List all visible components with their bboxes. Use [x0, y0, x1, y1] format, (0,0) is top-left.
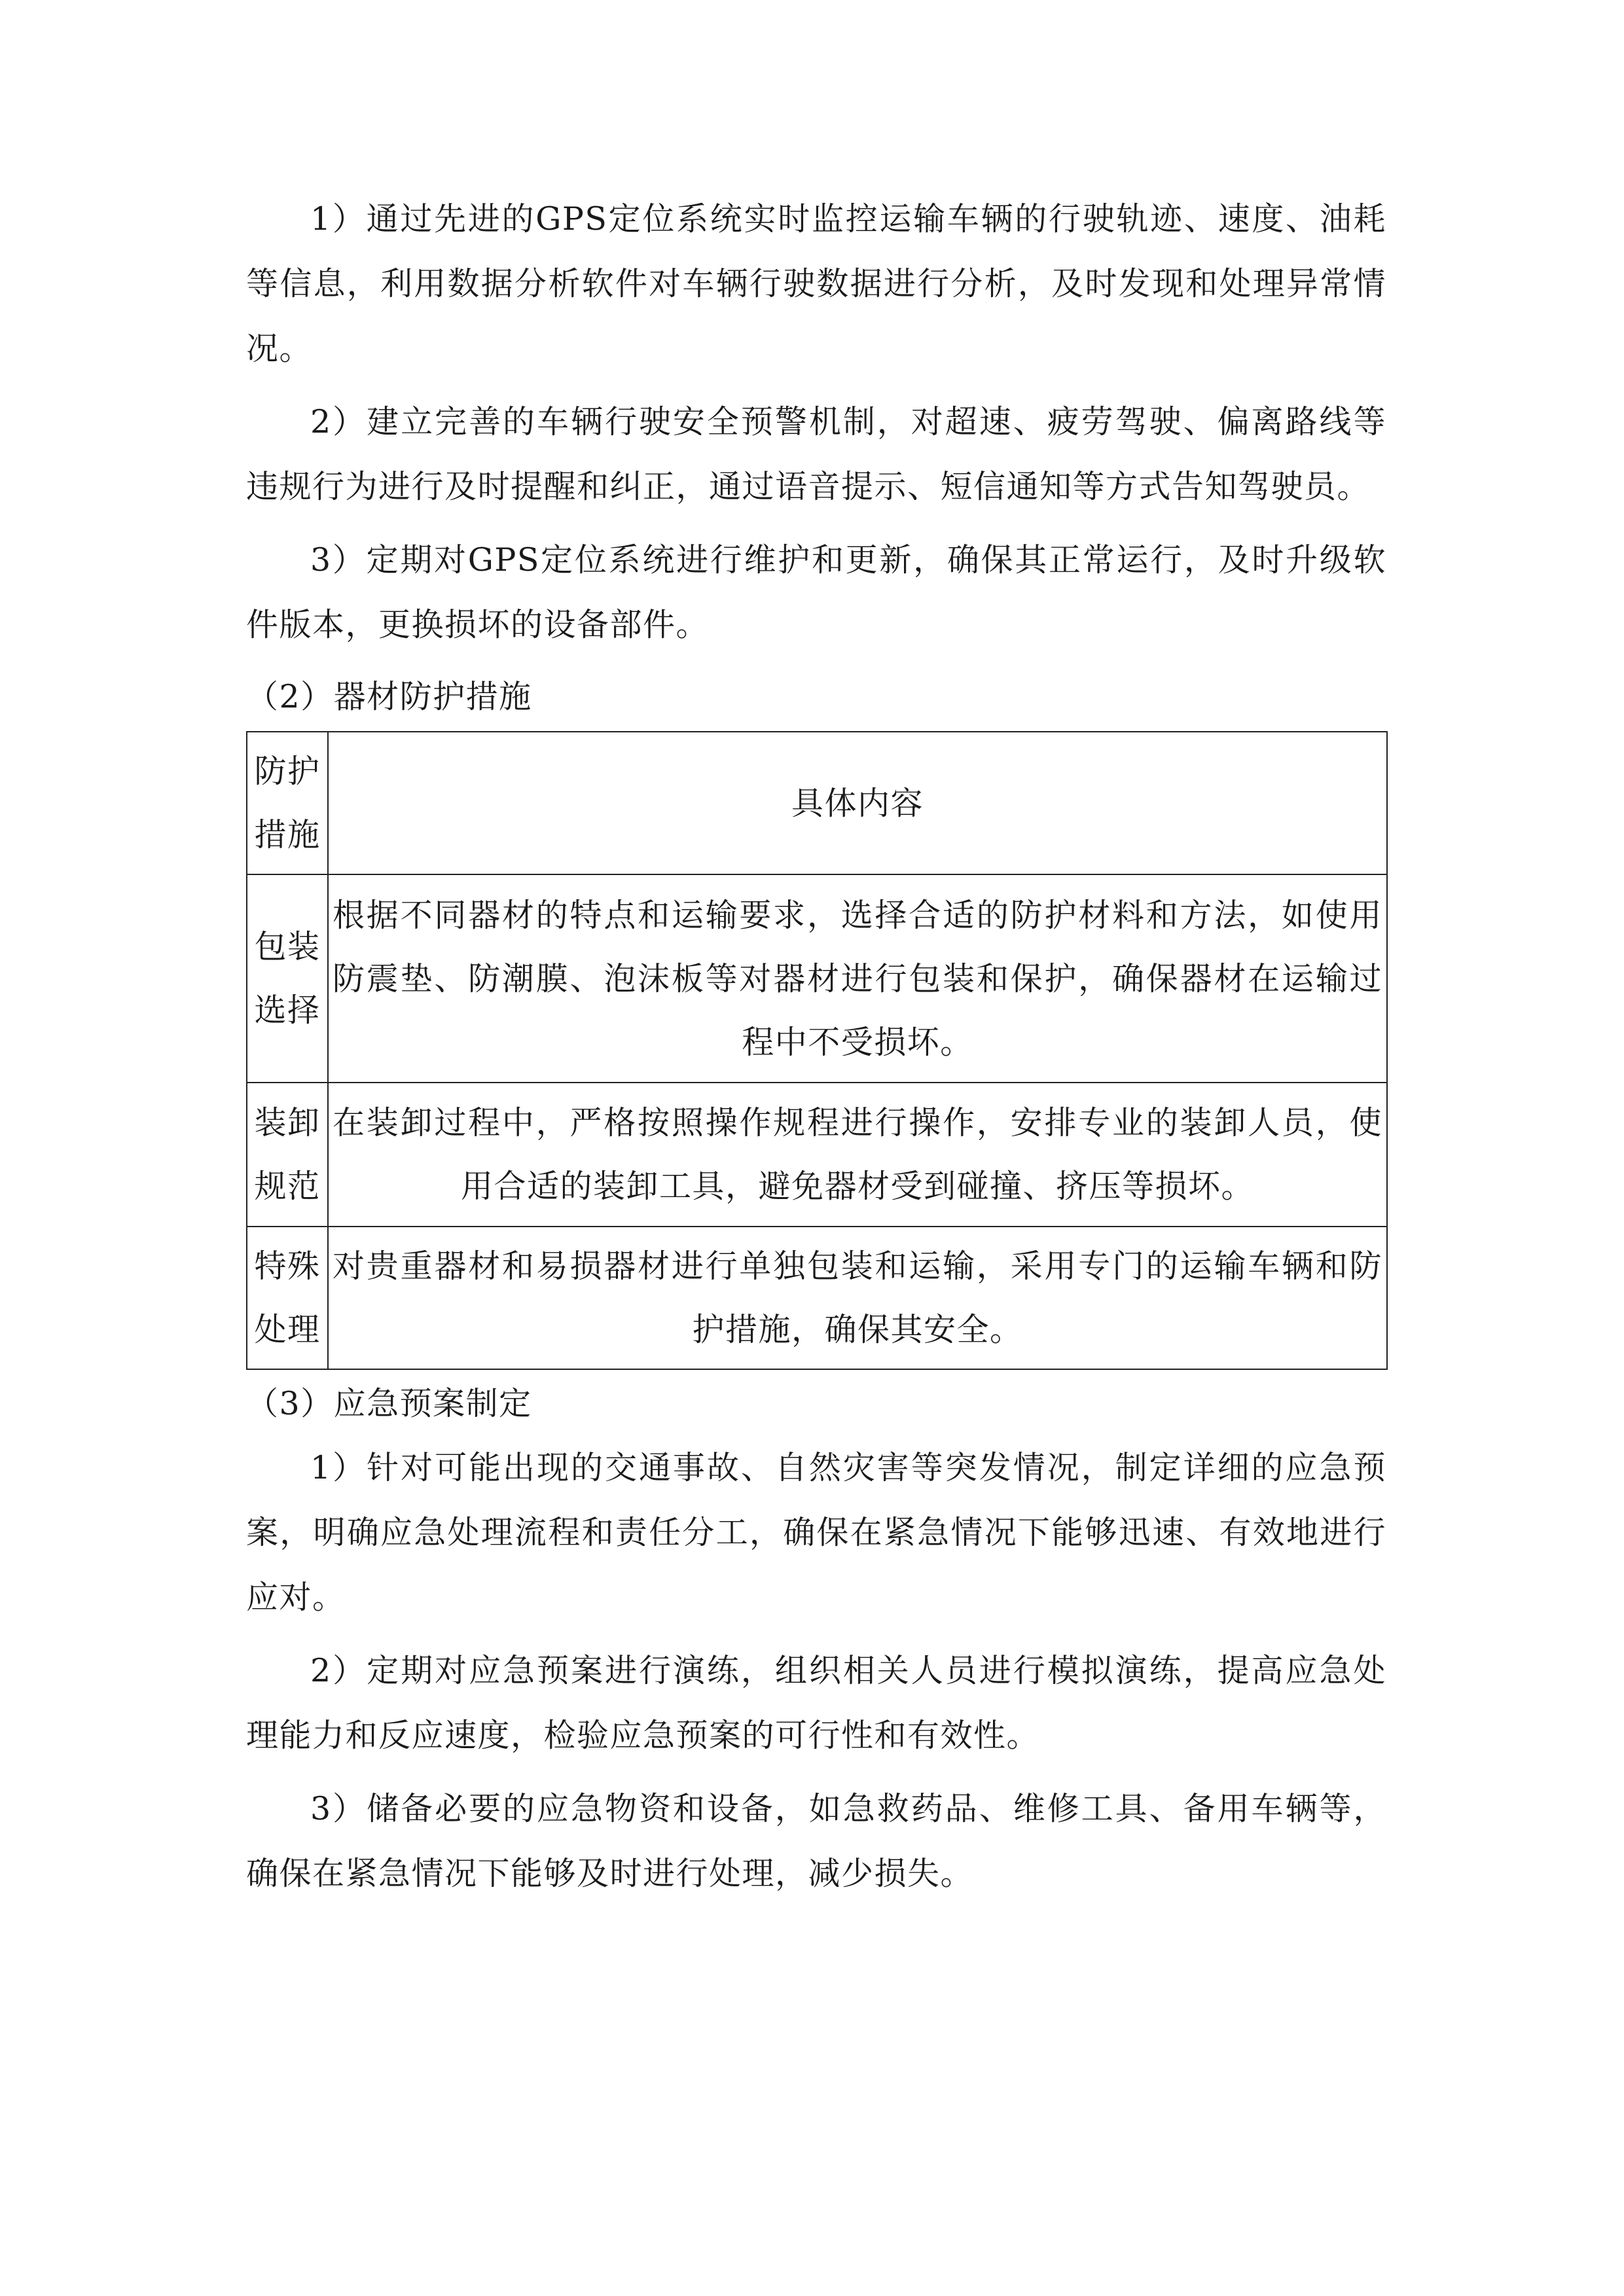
- measure-name-cell: 包装选择: [247, 874, 328, 1083]
- page-content: [246, 187, 1386, 1914]
- measure-content-cell: 在装卸过程中，严格按照操作规程进行操作，安排专业的装卸人员，使用合适的装卸工具，避免器材受到碰撞、挤压等损坏。: [328, 1083, 1387, 1227]
- table-row: [247, 1083, 1387, 1227]
- measure-name-cell: 装卸规范: [247, 1083, 328, 1227]
- measure-content-cell: 对贵重器材和易损器材进行单独包装和运输，采用专门的运输车辆和防护措施，确保其安全。: [328, 1227, 1387, 1369]
- table-row: [247, 1227, 1387, 1369]
- paragraph-emergency-supplies: 3）储备必要的应急物资和设备，如急救药品、维修工具、备用车辆等，确保在紧急情况下能够及时进行处理，减少损失。: [246, 1790, 1386, 1892]
- section-heading-equipment-protection: （2）器材防护措施: [246, 678, 532, 715]
- table-header-content: 具体内容: [328, 732, 1387, 874]
- table-row: [247, 874, 1387, 1083]
- paragraph-gps-monitoring: 1）通过先进的GPS定位系统实时监控运输车辆的行驶轨迹、速度、油耗等信息，利用数据分析软件对车辆行驶数据进行分析，及时发现和处理异常情况。: [246, 200, 1386, 367]
- measure-content-cell: 根据不同器材的特点和运输要求，选择合适的防护材料和方法，如使用防震垫、防潮膜、泡沫板等对器材进行包装和保护，确保器材在运输过程中不受损坏。: [328, 874, 1387, 1083]
- protection-measures-table: [246, 731, 1388, 1370]
- paragraph-emergency-plan: 1）针对可能出现的交通事故、自然灾害等突发情况，制定详细的应急预案，明确应急处理流程和责任分工，确保在紧急情况下能够迅速、有效地进行应对。: [246, 1449, 1386, 1616]
- paragraph-gps-maintenance: 3）定期对GPS定位系统进行维护和更新，确保其正常运行，及时升级软件版本，更换损坏的设备部件。: [246, 541, 1386, 643]
- section-heading-emergency-plan: （3）应急预案制定: [246, 1385, 532, 1422]
- table-header-measure: 防护措施: [247, 732, 328, 874]
- paragraph-safety-warning: 2）建立完善的车辆行驶安全预警机制，对超速、疲劳驾驶、偏离路线等违规行为进行及时提醒和纠正，通过语音提示、短信通知等方式告知驾驶员。: [246, 403, 1386, 505]
- measure-name-cell: 特殊处理: [247, 1227, 328, 1369]
- table-header-row: [247, 732, 1387, 874]
- paragraph-emergency-drill: 2）定期对应急预案进行演练，组织相关人员进行模拟演练，提高应急处理能力和反应速度，检验应急预案的可行性和有效性。: [246, 1652, 1386, 1754]
